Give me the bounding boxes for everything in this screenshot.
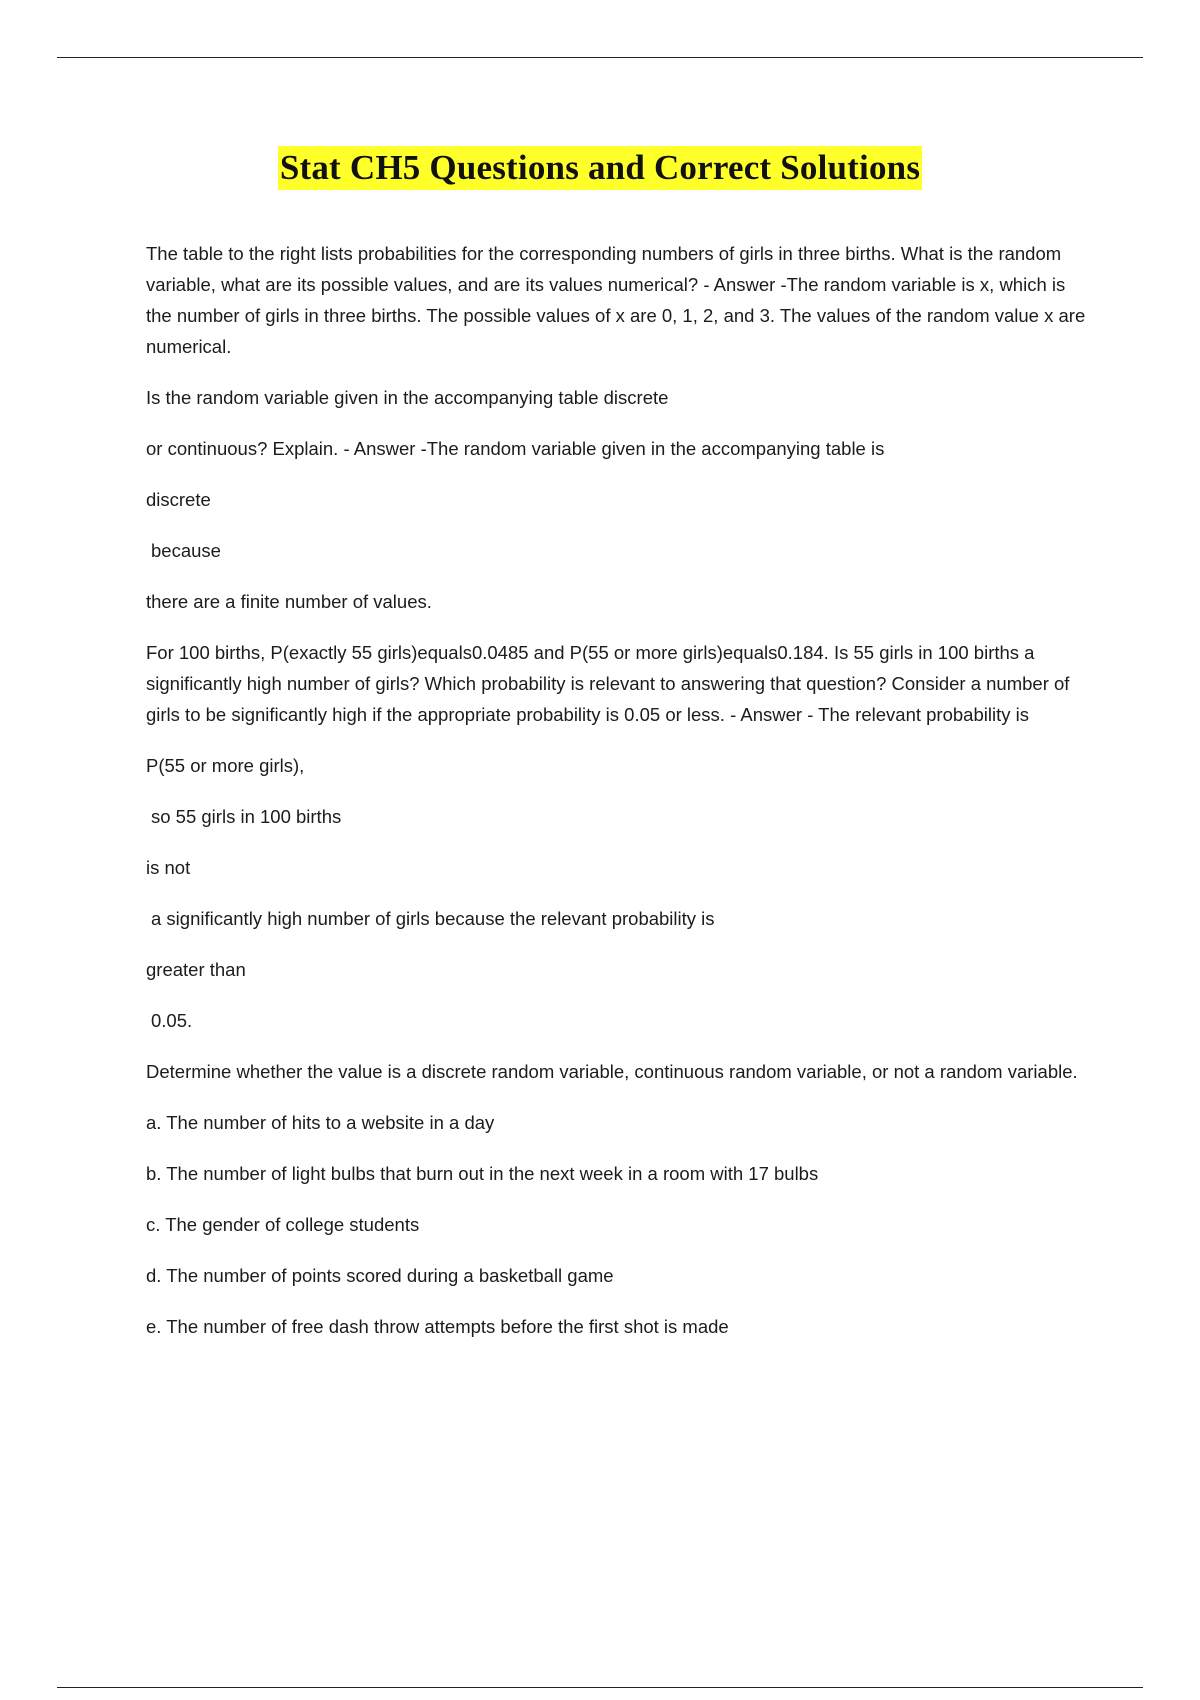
paragraph-q3-so: so 55 girls in 100 births — [151, 806, 342, 827]
list-item-a: a. The number of hits to a website in a day — [146, 1112, 495, 1133]
bottom-rule — [57, 1687, 1143, 1688]
document-title: Stat CH5 Questions and Correct Solutions — [278, 146, 922, 190]
paragraph-q3-prob: P(55 or more girls), — [146, 755, 305, 776]
paragraph-q3-greater: greater than — [146, 959, 246, 980]
paragraph-q2-discrete: discrete — [146, 489, 211, 510]
paragraph-q3-significant: a significantly high number of girls because the relevant probability is — [151, 908, 715, 929]
paragraph-q3-question: For 100 births, P(exactly 55 girls)equals0.0485 and P(55 or more girls)equals0.184. Is 55 girls in 100 births a significantly high number of girls? Which probability is relevant to answering that question? Consider a number of girls to be significantly high if the appropriate probability is 0.05 or less. - Answer - The relevant probability is — [146, 642, 1070, 725]
list-item-c: c. The gender of college students — [146, 1214, 420, 1235]
paragraph-q1-answer: The table to the right lists probabilities for the corresponding numbers of girls in three births. What is the random variable, what are its possible values, and are its values numerical? - Answer -The random variable is x, which is the number of girls in three births. The possible values of x are 0, 1, 2, and 3. The values of the random value x are numerical. — [146, 243, 1086, 357]
paragraph-q3-isnot: is not — [146, 857, 191, 878]
list-item-e: e. The number of free dash throw attempts before the first shot is made — [146, 1316, 729, 1337]
document-body — [146, 238, 1086, 1362]
title-container — [0, 146, 1200, 190]
list-item-d: d. The number of points scored during a basketball game — [146, 1265, 614, 1286]
top-rule — [57, 57, 1143, 58]
list-item-b: b. The number of light bulbs that burn out in the next week in a room with 17 bulbs — [146, 1163, 819, 1184]
paragraph-q3-value: 0.05. — [151, 1010, 193, 1031]
paragraph-q2-reason: there are a finite number of values. — [146, 591, 432, 612]
paragraph-q2-line2: or continuous? Explain. - Answer -The random variable given in the accompanying table is — [146, 438, 885, 459]
paragraph-q2-line1: Is the random variable given in the accompanying table discrete — [146, 387, 669, 408]
paragraph-q2-because: because — [151, 540, 221, 561]
paragraph-q4-question: Determine whether the value is a discrete random variable, continuous random variable, or not a random variable. — [146, 1061, 1078, 1082]
